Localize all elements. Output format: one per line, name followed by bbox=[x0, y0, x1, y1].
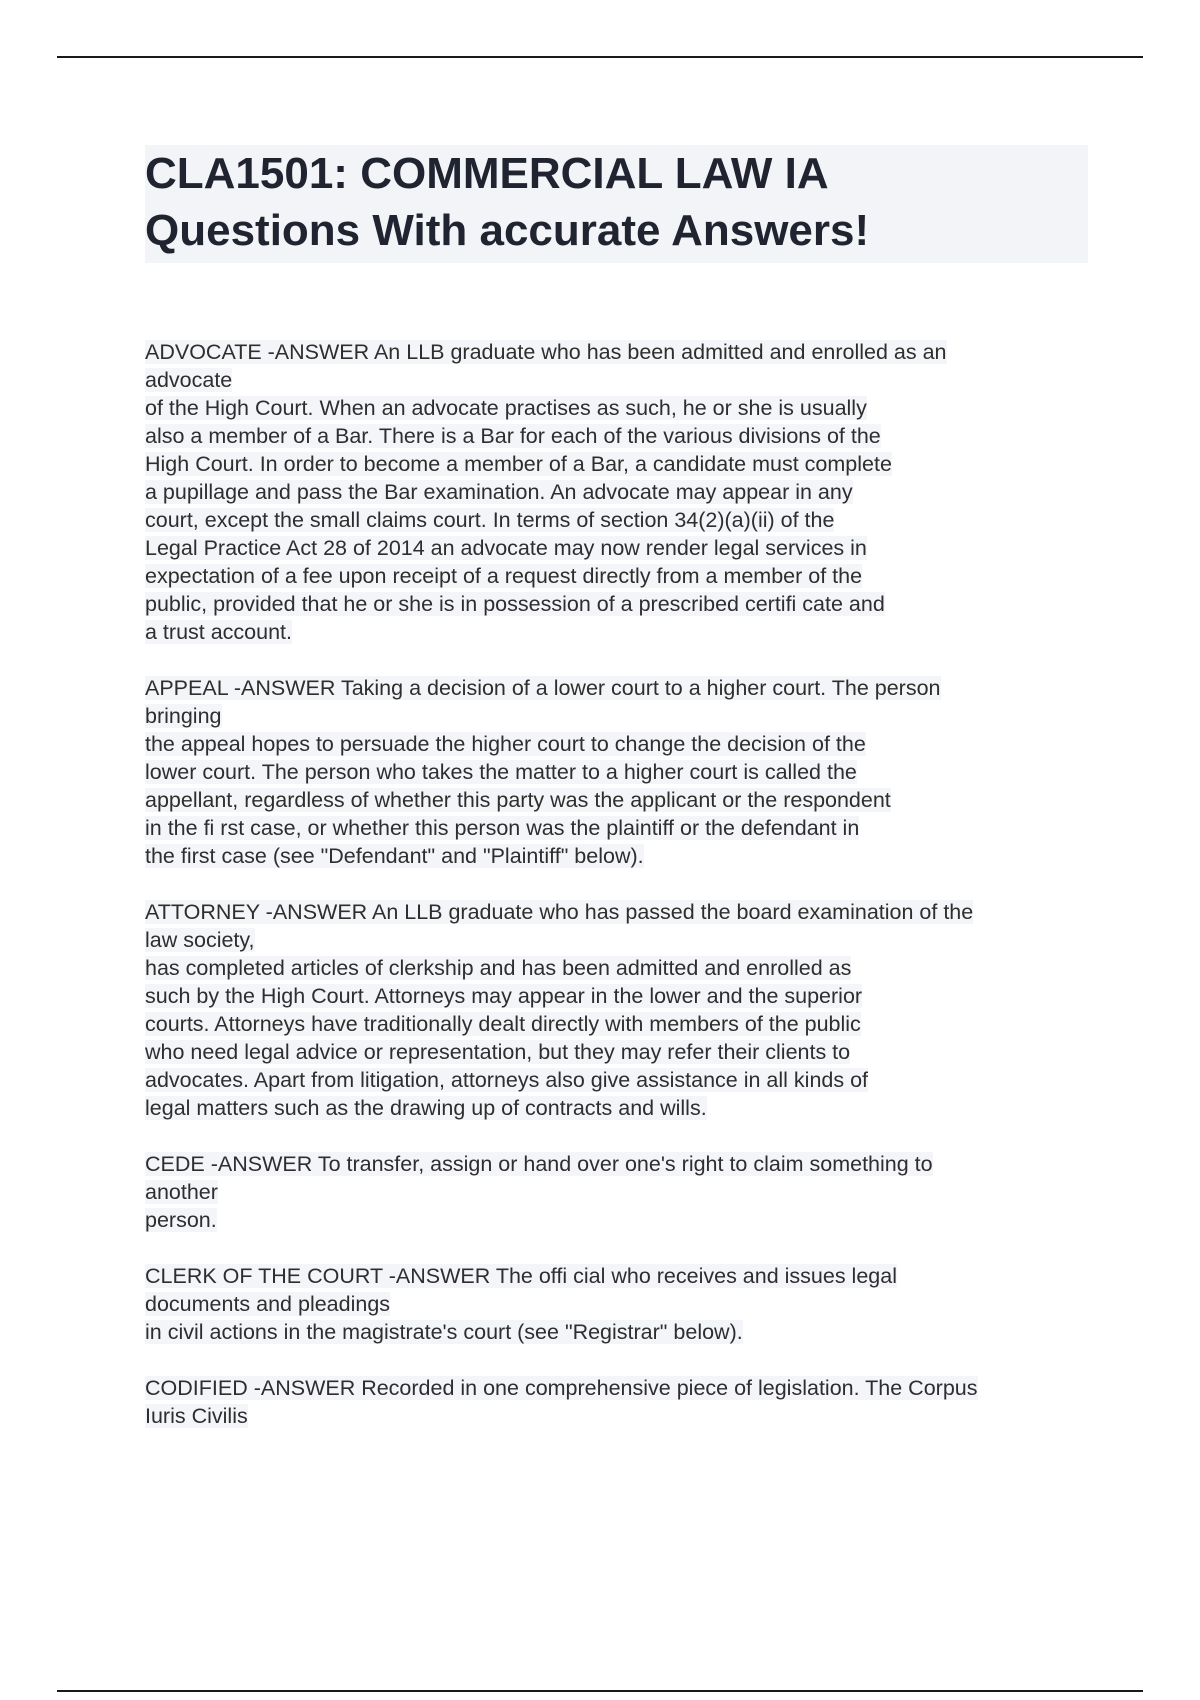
entry-line bbox=[145, 394, 1090, 422]
entry-line-text: Iuris Civilis bbox=[145, 1404, 248, 1428]
entry-line bbox=[145, 1206, 1090, 1234]
entry-line-text: documents and pleadings bbox=[145, 1292, 391, 1316]
entry-line bbox=[145, 1010, 1090, 1038]
entry-line bbox=[145, 730, 1090, 758]
entry-line bbox=[145, 1038, 1090, 1066]
entry-line bbox=[145, 786, 1090, 814]
entry-line bbox=[145, 1066, 1090, 1094]
entry-line bbox=[145, 842, 1090, 870]
entry-line bbox=[145, 422, 1090, 450]
entry-line bbox=[145, 1290, 1090, 1318]
entry-line bbox=[145, 898, 1090, 926]
entry-line bbox=[145, 450, 1090, 478]
entry-line-text: law society, bbox=[145, 928, 255, 952]
title-line: CLA1501: COMMERCIAL LAW IA bbox=[145, 149, 829, 198]
entry-line bbox=[145, 982, 1090, 1010]
entry-line bbox=[145, 926, 1090, 954]
entry-line bbox=[145, 1262, 1090, 1290]
entry-line bbox=[145, 814, 1090, 842]
entry-line-text: CEDE -ANSWER To transfer, assign or hand over one's right to claim something to bbox=[145, 1152, 933, 1176]
glossary-entries bbox=[145, 338, 1090, 1458]
entry-line-text: advocate bbox=[145, 368, 233, 392]
entry-line-text: ATTORNEY -ANSWER An LLB graduate who has passed the board examination of the bbox=[145, 900, 974, 924]
entry-line bbox=[145, 1318, 1090, 1346]
entry-line-text: such by the High Court. Attorneys may appear in the lower and the superior bbox=[145, 984, 863, 1008]
entry-line-text: CLERK OF THE COURT -ANSWER The offi cial who receives and issues legal bbox=[145, 1264, 897, 1288]
entry-line-text: public, provided that he or she is in possession of a prescribed certifi cate and bbox=[145, 592, 885, 616]
glossary-entry bbox=[145, 674, 1090, 870]
entry-line bbox=[145, 478, 1090, 506]
entry-line bbox=[145, 758, 1090, 786]
entry-line bbox=[145, 674, 1090, 702]
entry-line-text: court, except the small claims court. In terms of section 34(2)(a)(ii) of the bbox=[145, 508, 835, 532]
entry-line bbox=[145, 506, 1090, 534]
entry-line-text: of the High Court. When an advocate practises as such, he or she is usually bbox=[145, 396, 867, 420]
title-line: Questions With accurate Answers! bbox=[145, 206, 870, 255]
entry-line bbox=[145, 954, 1090, 982]
entry-line-text: expectation of a fee upon receipt of a request directly from a member of the bbox=[145, 564, 863, 588]
entry-line-text: person. bbox=[145, 1208, 217, 1232]
entry-line-text: ADVOCATE -ANSWER An LLB graduate who has been admitted and enrolled as an bbox=[145, 340, 947, 364]
entry-line bbox=[145, 1402, 1090, 1430]
entry-line bbox=[145, 1094, 1090, 1122]
entry-line-text: legal matters such as the drawing up of contracts and wills. bbox=[145, 1096, 707, 1120]
entry-line-text: Legal Practice Act 28 of 2014 an advocate may now render legal services in bbox=[145, 536, 867, 560]
entry-line bbox=[145, 590, 1090, 618]
entry-line bbox=[145, 366, 1090, 394]
entry-line-text: in the fi rst case, or whether this person was the plaintiff or the defendant in bbox=[145, 816, 860, 840]
glossary-entry bbox=[145, 898, 1090, 1122]
entry-line bbox=[145, 338, 1090, 366]
entry-line bbox=[145, 1178, 1090, 1206]
bottom-rule bbox=[57, 1690, 1143, 1692]
entry-line-text: advocates. Apart from litigation, attorneys also give assistance in all kinds of bbox=[145, 1068, 869, 1092]
glossary-entry bbox=[145, 1150, 1090, 1234]
entry-line-text: APPEAL -ANSWER Taking a decision of a lower court to a higher court. The person bbox=[145, 676, 941, 700]
glossary-entry bbox=[145, 338, 1090, 646]
entry-line-text: High Court. In order to become a member of a Bar, a candidate must complete bbox=[145, 452, 892, 476]
entry-line bbox=[145, 702, 1090, 730]
entry-line-text: courts. Attorneys have traditionally dealt directly with members of the public bbox=[145, 1012, 861, 1036]
entry-line-text: bringing bbox=[145, 704, 222, 728]
glossary-entry bbox=[145, 1262, 1090, 1346]
entry-line-text: also a member of a Bar. There is a Bar for each of the various divisions of the bbox=[145, 424, 881, 448]
glossary-entry bbox=[145, 1374, 1090, 1430]
entry-line-text: appellant, regardless of whether this party was the applicant or the respondent bbox=[145, 788, 891, 812]
entry-line bbox=[145, 562, 1090, 590]
entry-line-text: another bbox=[145, 1180, 218, 1204]
entry-line-text: lower court. The person who takes the matter to a higher court is called the bbox=[145, 760, 857, 784]
top-rule bbox=[57, 56, 1143, 58]
entry-line-text: the first case (see "Defendant" and "Plaintiff" below). bbox=[145, 844, 644, 868]
entry-line-text: the appeal hopes to persuade the higher court to change the decision of the bbox=[145, 732, 866, 756]
entry-line-text: who need legal advice or representation, but they may refer their clients to bbox=[145, 1040, 851, 1064]
entry-line-text: has completed articles of clerkship and has been admitted and enrolled as bbox=[145, 956, 852, 980]
entry-line-text: a trust account. bbox=[145, 620, 292, 644]
document-title bbox=[145, 145, 1088, 263]
entry-line bbox=[145, 534, 1090, 562]
entry-line bbox=[145, 1150, 1090, 1178]
entry-line-text: CODIFIED -ANSWER Recorded in one comprehensive piece of legislation. The Corpus bbox=[145, 1376, 978, 1400]
entry-line-text: a pupillage and pass the Bar examination. An advocate may appear in any bbox=[145, 480, 853, 504]
entry-line bbox=[145, 1374, 1090, 1402]
entry-line-text: in civil actions in the magistrate's court (see "Registrar" below). bbox=[145, 1320, 743, 1344]
entry-line bbox=[145, 618, 1090, 646]
